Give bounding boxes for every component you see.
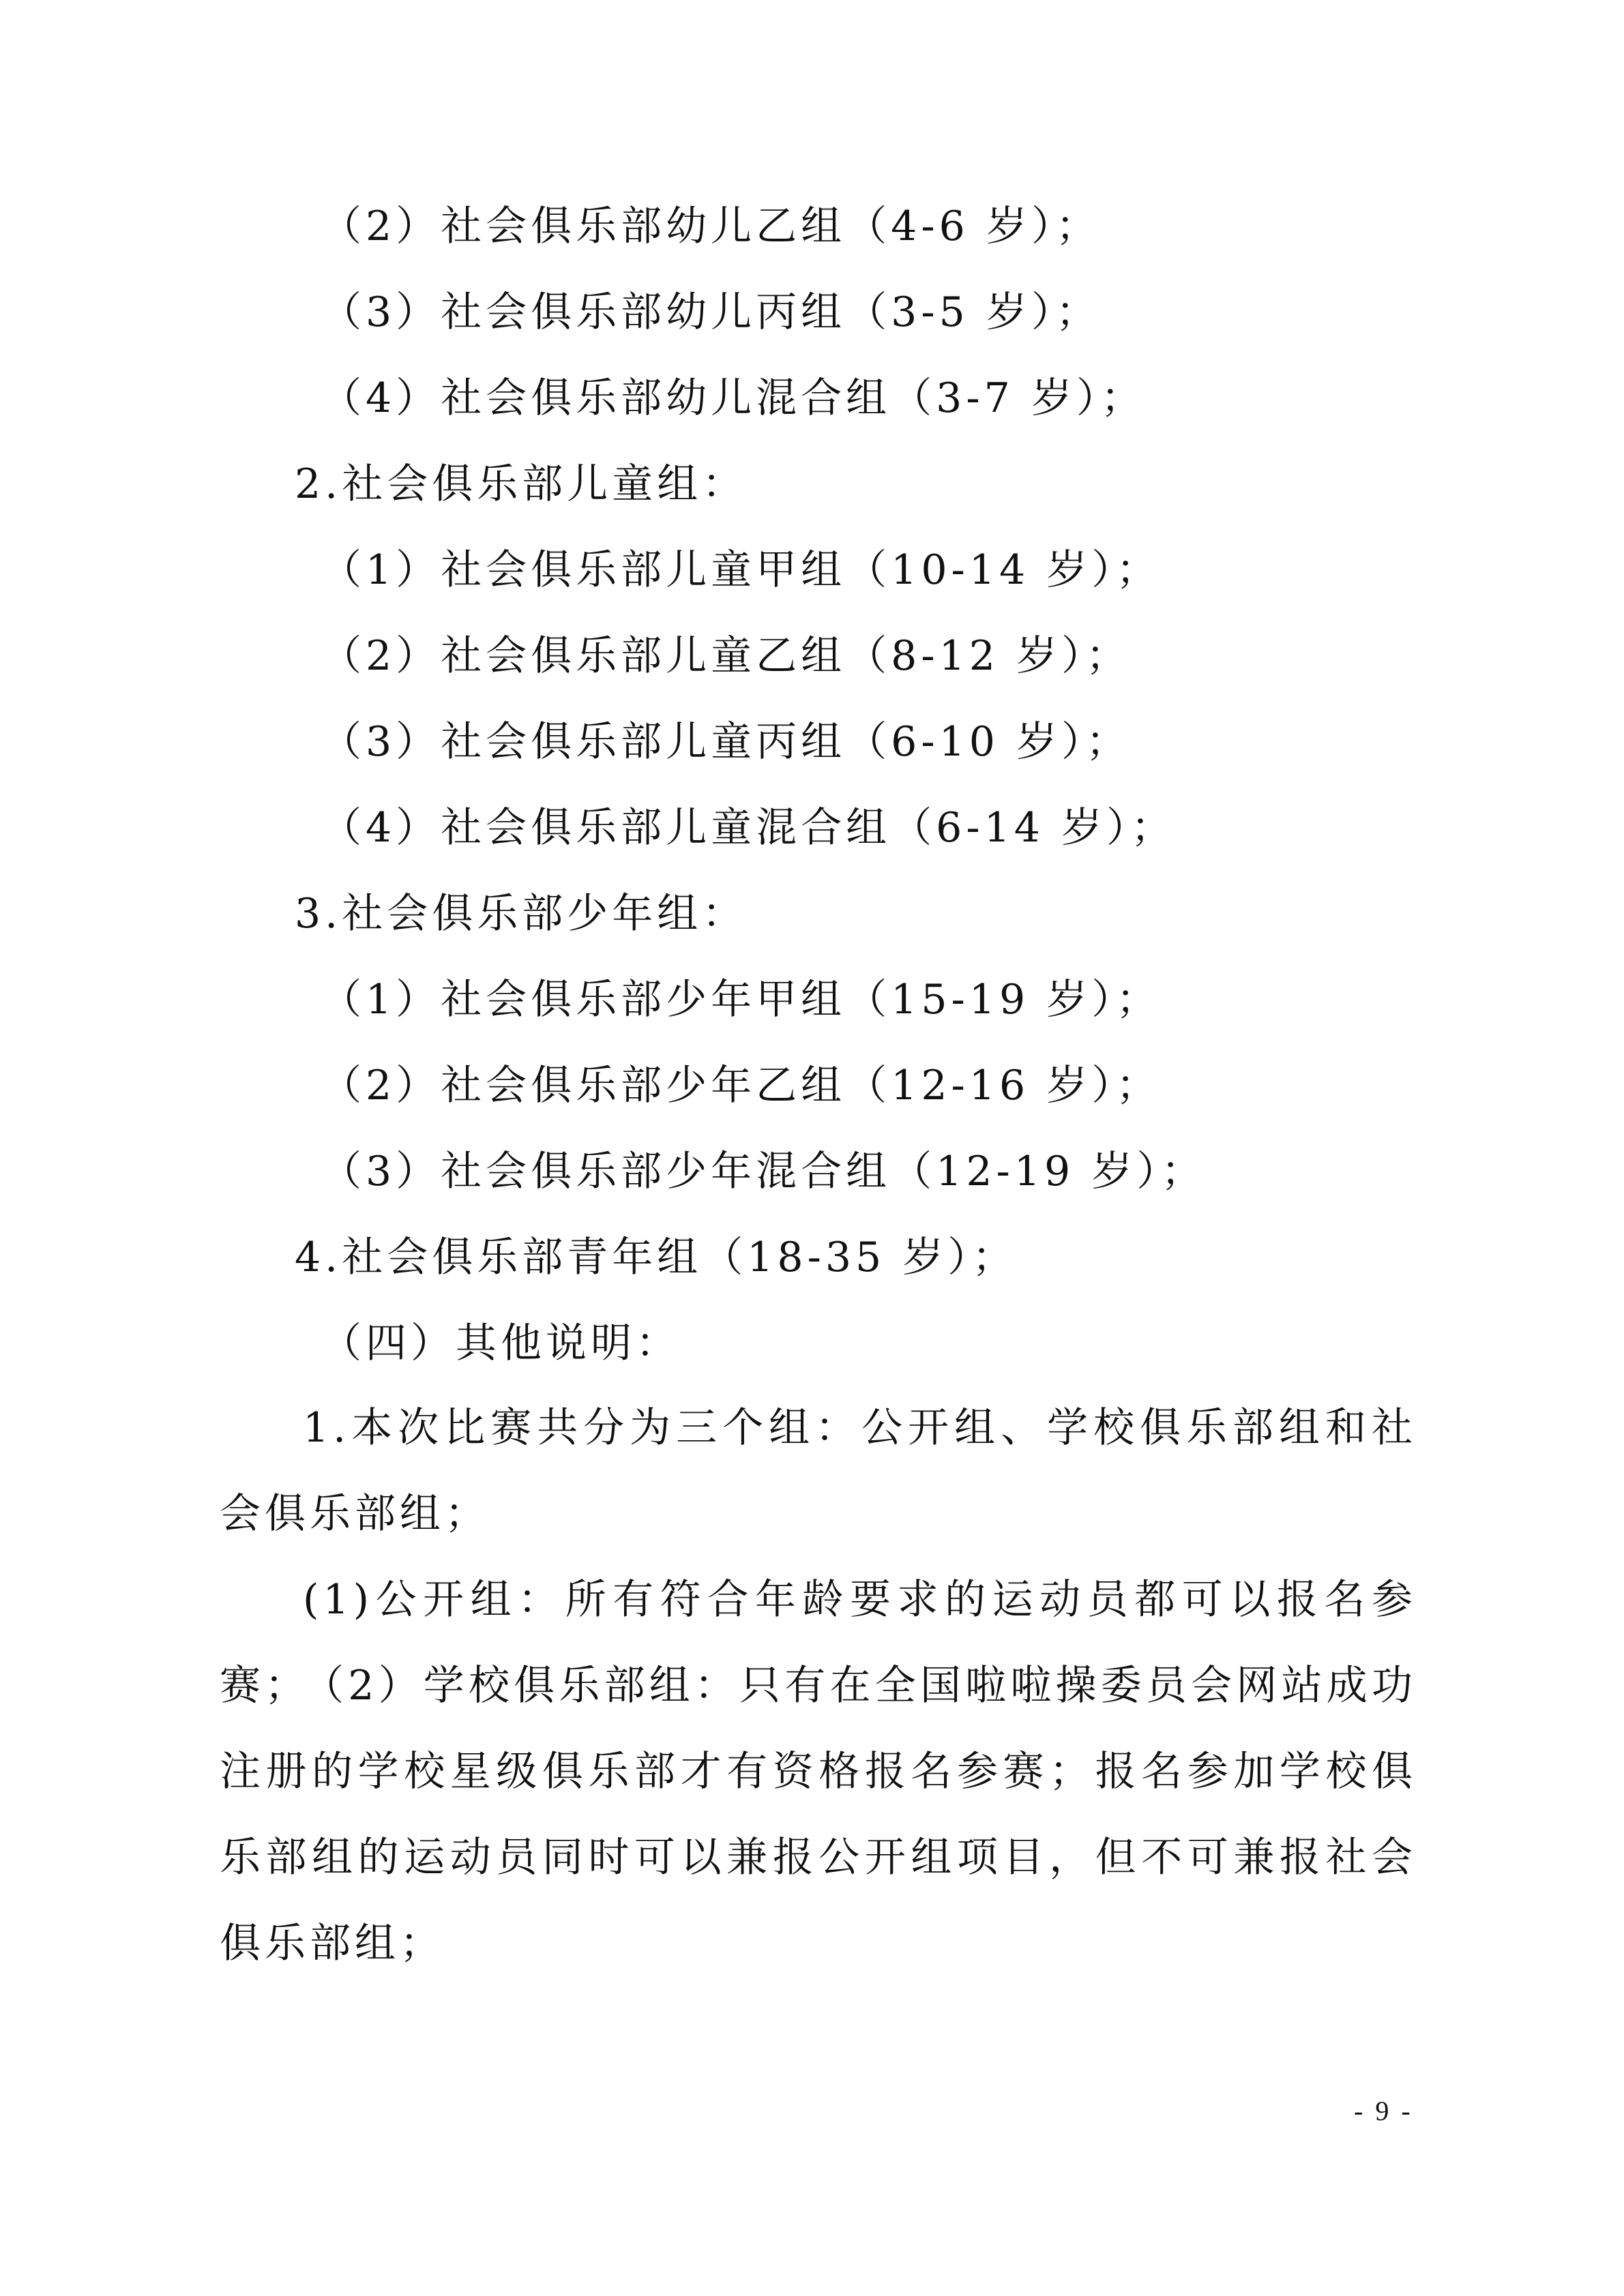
paragraph-open-group: (1)公开组：所有符合年龄要求的运动员都可以报名参赛； bbox=[220, 1576, 1417, 1710]
list-item-preschool-b: （2）社会俱乐部幼儿乙组（4-6 岁）； bbox=[321, 203, 1101, 250]
list-item-youth-b: （2）社会俱乐部少年乙组（12-16 岁）； bbox=[321, 1062, 1162, 1109]
section-heading-young-adult: 4.社会俱乐部青年组（18-35 岁）； bbox=[295, 1234, 1018, 1281]
list-item-preschool-c: （3）社会俱乐部幼儿丙组（3-5 岁）； bbox=[321, 288, 1101, 336]
list-item-children-c: （3）社会俱乐部儿童丙组（6-10 岁）； bbox=[321, 718, 1132, 766]
list-item-youth-mixed: （3）社会俱乐部少年混合组（12-19 岁）； bbox=[321, 1148, 1207, 1195]
list-item-preschool-mixed: （4）社会俱乐部幼儿混合组（3-7 岁）； bbox=[321, 374, 1146, 422]
paragraph-groups-overview: 1.本次比赛共分为三个组：公开组、学校俱乐部组和社会俱乐部组； bbox=[220, 1404, 1417, 1538]
list-item-children-a: （1）社会俱乐部儿童甲组（10-14 岁）； bbox=[321, 546, 1162, 594]
list-item-children-b: （2）社会俱乐部儿童乙组（8-12 岁）； bbox=[321, 632, 1132, 680]
list-item-youth-a: （1）社会俱乐部少年甲组（15-19 岁）； bbox=[321, 976, 1162, 1024]
section-heading-youth: 3.社会俱乐部少年组： bbox=[295, 890, 748, 938]
page-number: - 9 - bbox=[1354, 2096, 1413, 2126]
section-heading-other-notes: （四）其他说明： bbox=[321, 1320, 681, 1367]
paragraph-school-club-group: （2）学校俱乐部组：只有在全国啦啦操委员会网站成功注册的学校星级俱乐部才有资格报名参赛；报名参加学校俱乐部组的运动员同时可以兼报公开组项目，但不可兼报社会俱乐部组； bbox=[220, 1662, 1417, 1967]
section-heading-children: 2.社会俱乐部儿童组： bbox=[295, 460, 748, 508]
list-item-children-mixed: （4）社会俱乐部儿童混合组（6-14 岁）； bbox=[321, 804, 1177, 852]
